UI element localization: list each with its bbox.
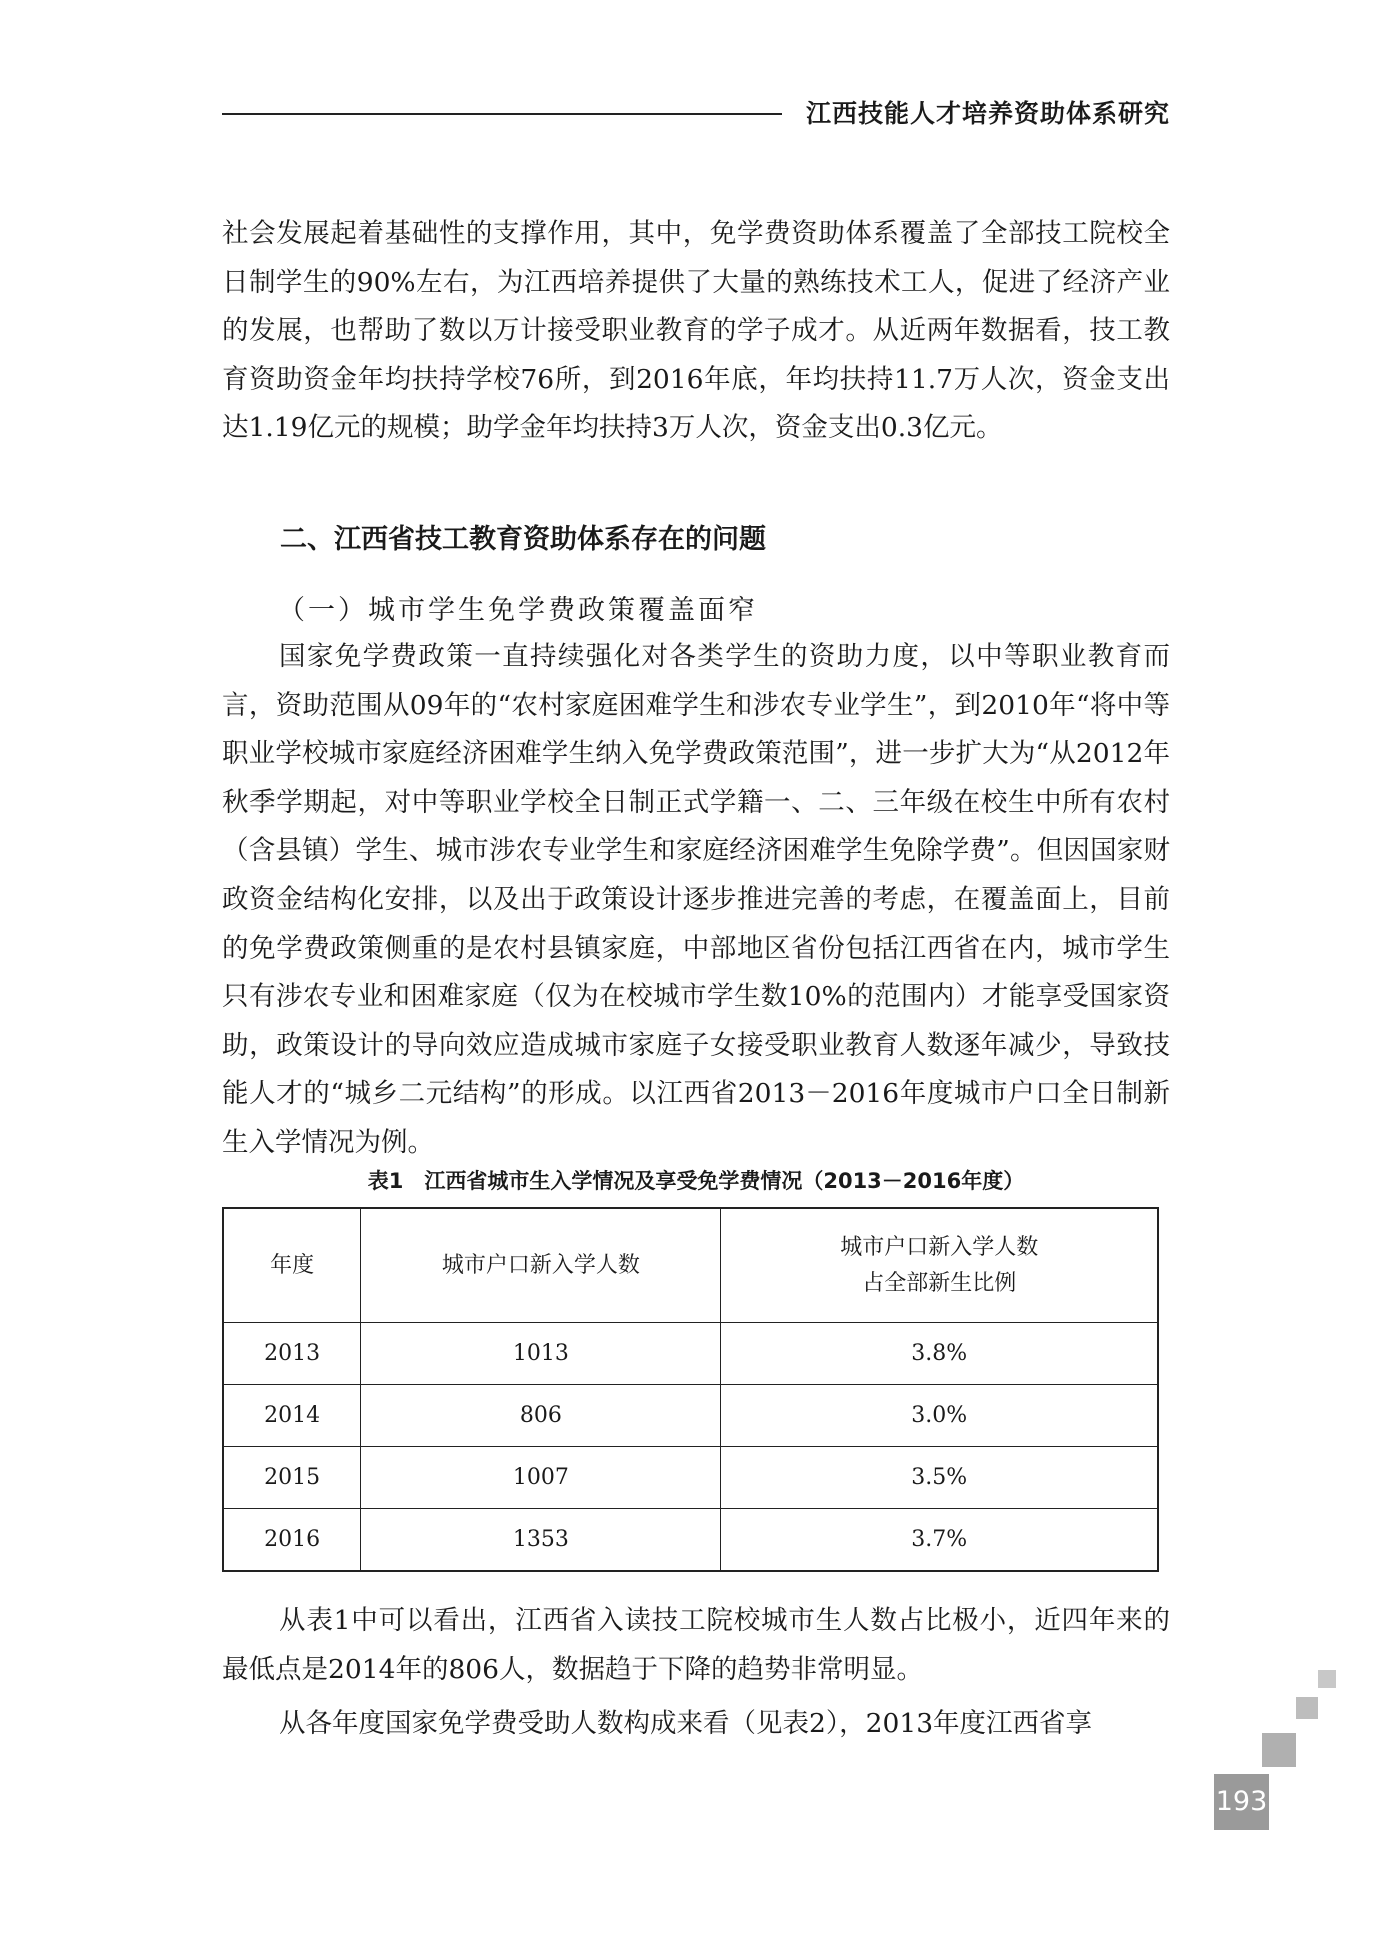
table-caption: 表1 江西省城市生入学情况及享受免学费情况（2013－2016年度） (367, 1169, 1025, 1193)
running-head-title: 江西技能人才培养资助体系研究 (805, 99, 1170, 128)
table-row (223, 1323, 1158, 1385)
header-new-enrollment: 城市户口新入学人数 (361, 1208, 721, 1323)
header-proportion-line1: 城市户口新入学人数 (840, 1234, 1039, 1260)
header-proportion-line2: 占全部新生比例 (862, 1270, 1017, 1296)
table-row (223, 1447, 1158, 1509)
cell-count: 1007 (361, 1447, 721, 1509)
cell-year: 2013 (223, 1323, 361, 1385)
running-head (222, 94, 1170, 134)
section-heading: 二、江西省技工教育资助体系存在的问题 (280, 524, 766, 555)
table-row (223, 1509, 1158, 1572)
page-number: 193 (1214, 1774, 1269, 1830)
cell-year: 2016 (223, 1509, 361, 1572)
policy-paragraph: 国家免学费政策一直持续强化对各类学生的资助力度，以中等职业教育而言，资助范围从09年的“农村家庭困难学生和涉农专业学生”，到2010年“将中等职业学校城市家庭经济困难学生纳入免学费政策范围”，进一步扩大为“从2012年秋季学期起，对中等职业学校全日制正式学籍一、二、三年级在校生中所有农村（含县镇）学生、城市涉农专业学生和家庭经济困难学生免除学费”。但因国家财政资金结构化安排，以及出于政策设计逐步推进完善的考虑，在覆盖面上，目前的免学费政策侧重的是农村县镇家庭，中部地区省份包括江西省在内，城市学生只有涉农专业和困难家庭（仅为在校城市学生数10%的范围内）才能享受国家资助，政策设计的导向效应造成城市家庭子女接受职业教育人数逐年减少，导致技能人才的“城乡二元结构”的形成。以江西省2013－2016年度城市户口全日制新生入学情况为例。 (222, 641, 1170, 1158)
decorative-square (1296, 1697, 1318, 1719)
cell-percent: 3.5% (721, 1447, 1158, 1509)
decorative-square (1318, 1670, 1336, 1688)
intro-paragraph: 社会发展起着基础性的支撑作用，其中，免学费资助体系覆盖了全部技工院校全日制学生的90%左右，为江西培养提供了大量的熟练技术工人，促进了经济产业的发展，也帮助了数以万计接受职业教育的学子成才。从近两年数据看，技工教育资助资金年均扶持学校76所，到2016年底，年均扶持11.7万人次，资金支出达1.19亿元的规模；助学金年均扶持3万人次，资金支出0.3亿元。 (222, 218, 1170, 444)
cell-count: 1353 (361, 1509, 721, 1572)
closing-paragraph: 从各年度国家免学费受助人数构成来看（见表2），2013年度江西省享 (279, 1708, 1093, 1740)
cell-count: 806 (361, 1385, 721, 1447)
analysis-block (222, 1597, 1170, 1749)
cell-percent: 3.7% (721, 1509, 1158, 1572)
table-row (223, 1385, 1158, 1447)
cell-percent: 3.8% (721, 1323, 1158, 1385)
policy-block (222, 633, 1170, 1168)
cell-percent: 3.0% (721, 1385, 1158, 1447)
analysis-paragraph: 从表1中可以看出，江西省入读技工院校城市生人数占比极小，近四年来的最低点是2014年的806人，数据趋于下降的趋势非常明显。 (222, 1605, 1170, 1685)
cell-year: 2014 (223, 1385, 361, 1447)
cell-count: 1013 (361, 1323, 721, 1385)
decorative-square (1262, 1733, 1296, 1767)
header-rule (222, 113, 782, 115)
header-proportion (721, 1208, 1158, 1323)
table-header-row (223, 1208, 1158, 1323)
cell-year: 2015 (223, 1447, 361, 1509)
header-year: 年度 (223, 1208, 361, 1323)
enrollment-table (222, 1207, 1159, 1572)
subsection-heading: （一）城市学生免学费政策覆盖面窄 (278, 595, 758, 626)
intro-block (222, 210, 1170, 453)
